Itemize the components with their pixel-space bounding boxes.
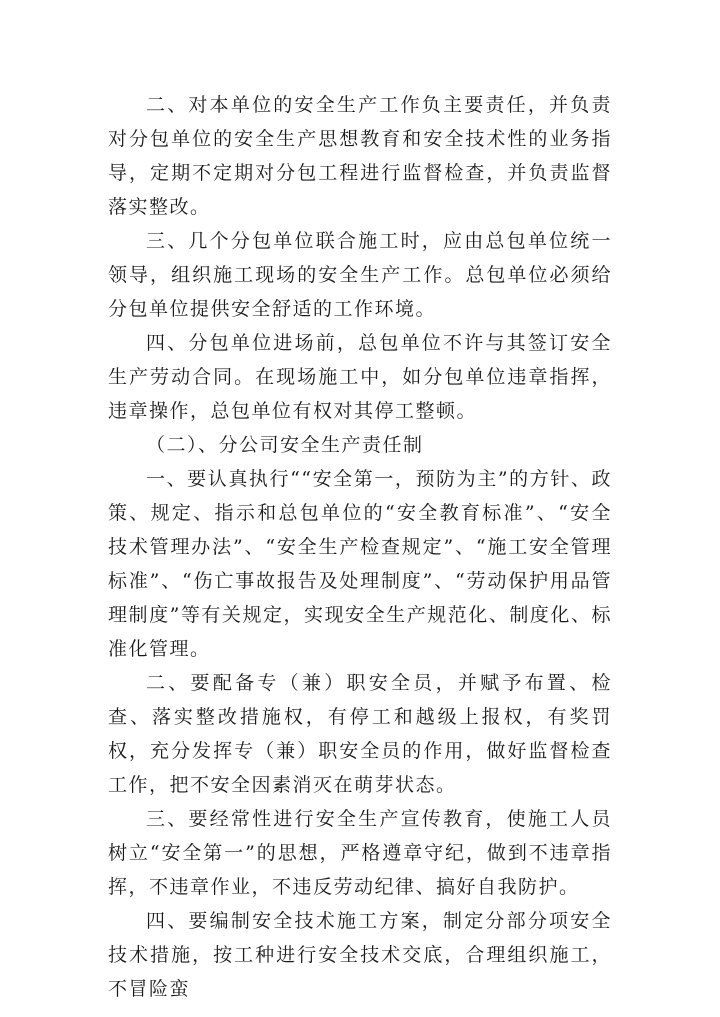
section-paragraph-1: 一、要认真执行““安全第一，预防为主”的方针、政策、规定、指示和总包单位的“安全教育标准”、“安全技术管理办法”、“安全生产检查规定”、“施工安全管理标准”、“伤亡事故报告及处理制度”、“劳动保护用品管理制度”等有关规定，实现安全生产规范化、制度化、标准化管理。: [108, 468, 612, 660]
section-paragraph-4: 四、要编制安全技术施工方案，制定分部分项安全技术措施，按工种进行安全技术交底，合理组织施工，不冒险蛮: [108, 910, 612, 1000]
document-body: [108, 88, 612, 1006]
section-paragraph-2: 二、要配备专（兼）职安全员，并赋予布置、检查、落实整改措施权，有停工和越级上报权，有奖罚权，充分发挥专（兼）职安全员的作用，做好监督检查工作，把不安全因素消灭在萌芽状态。: [108, 672, 612, 796]
section-paragraph-3: 三、要经常性进行安全生产宣传教育，使施工人员树立“安全第一”的思想，严格遵章守纪，做到不违章指挥，不违章作业，不违反劳动纪律、搞好自我防护。: [108, 808, 612, 898]
paragraph-1: 二、对本单位的安全生产工作负主要责任，并负责对分包单位的安全生产思想教育和安全技术性的业务指导，定期不定期对分包工程进行监督检查，并负责监督落实整改。: [108, 94, 612, 218]
paragraph-2: 三、几个分包单位联合施工时，应由总包单位统一领导，组织施工现场的安全生产工作。总包单位必须给分包单位提供安全舒适的工作环境。: [108, 230, 612, 320]
paragraph-3: 四、分包单位进场前，总包单位不许与其签订安全生产劳动合同。在现场施工中，如分包单位违章指挥，违章操作，总包单位有权对其停工整顿。: [108, 332, 612, 422]
section-heading: （二）、分公司安全生产责任制: [146, 434, 424, 456]
